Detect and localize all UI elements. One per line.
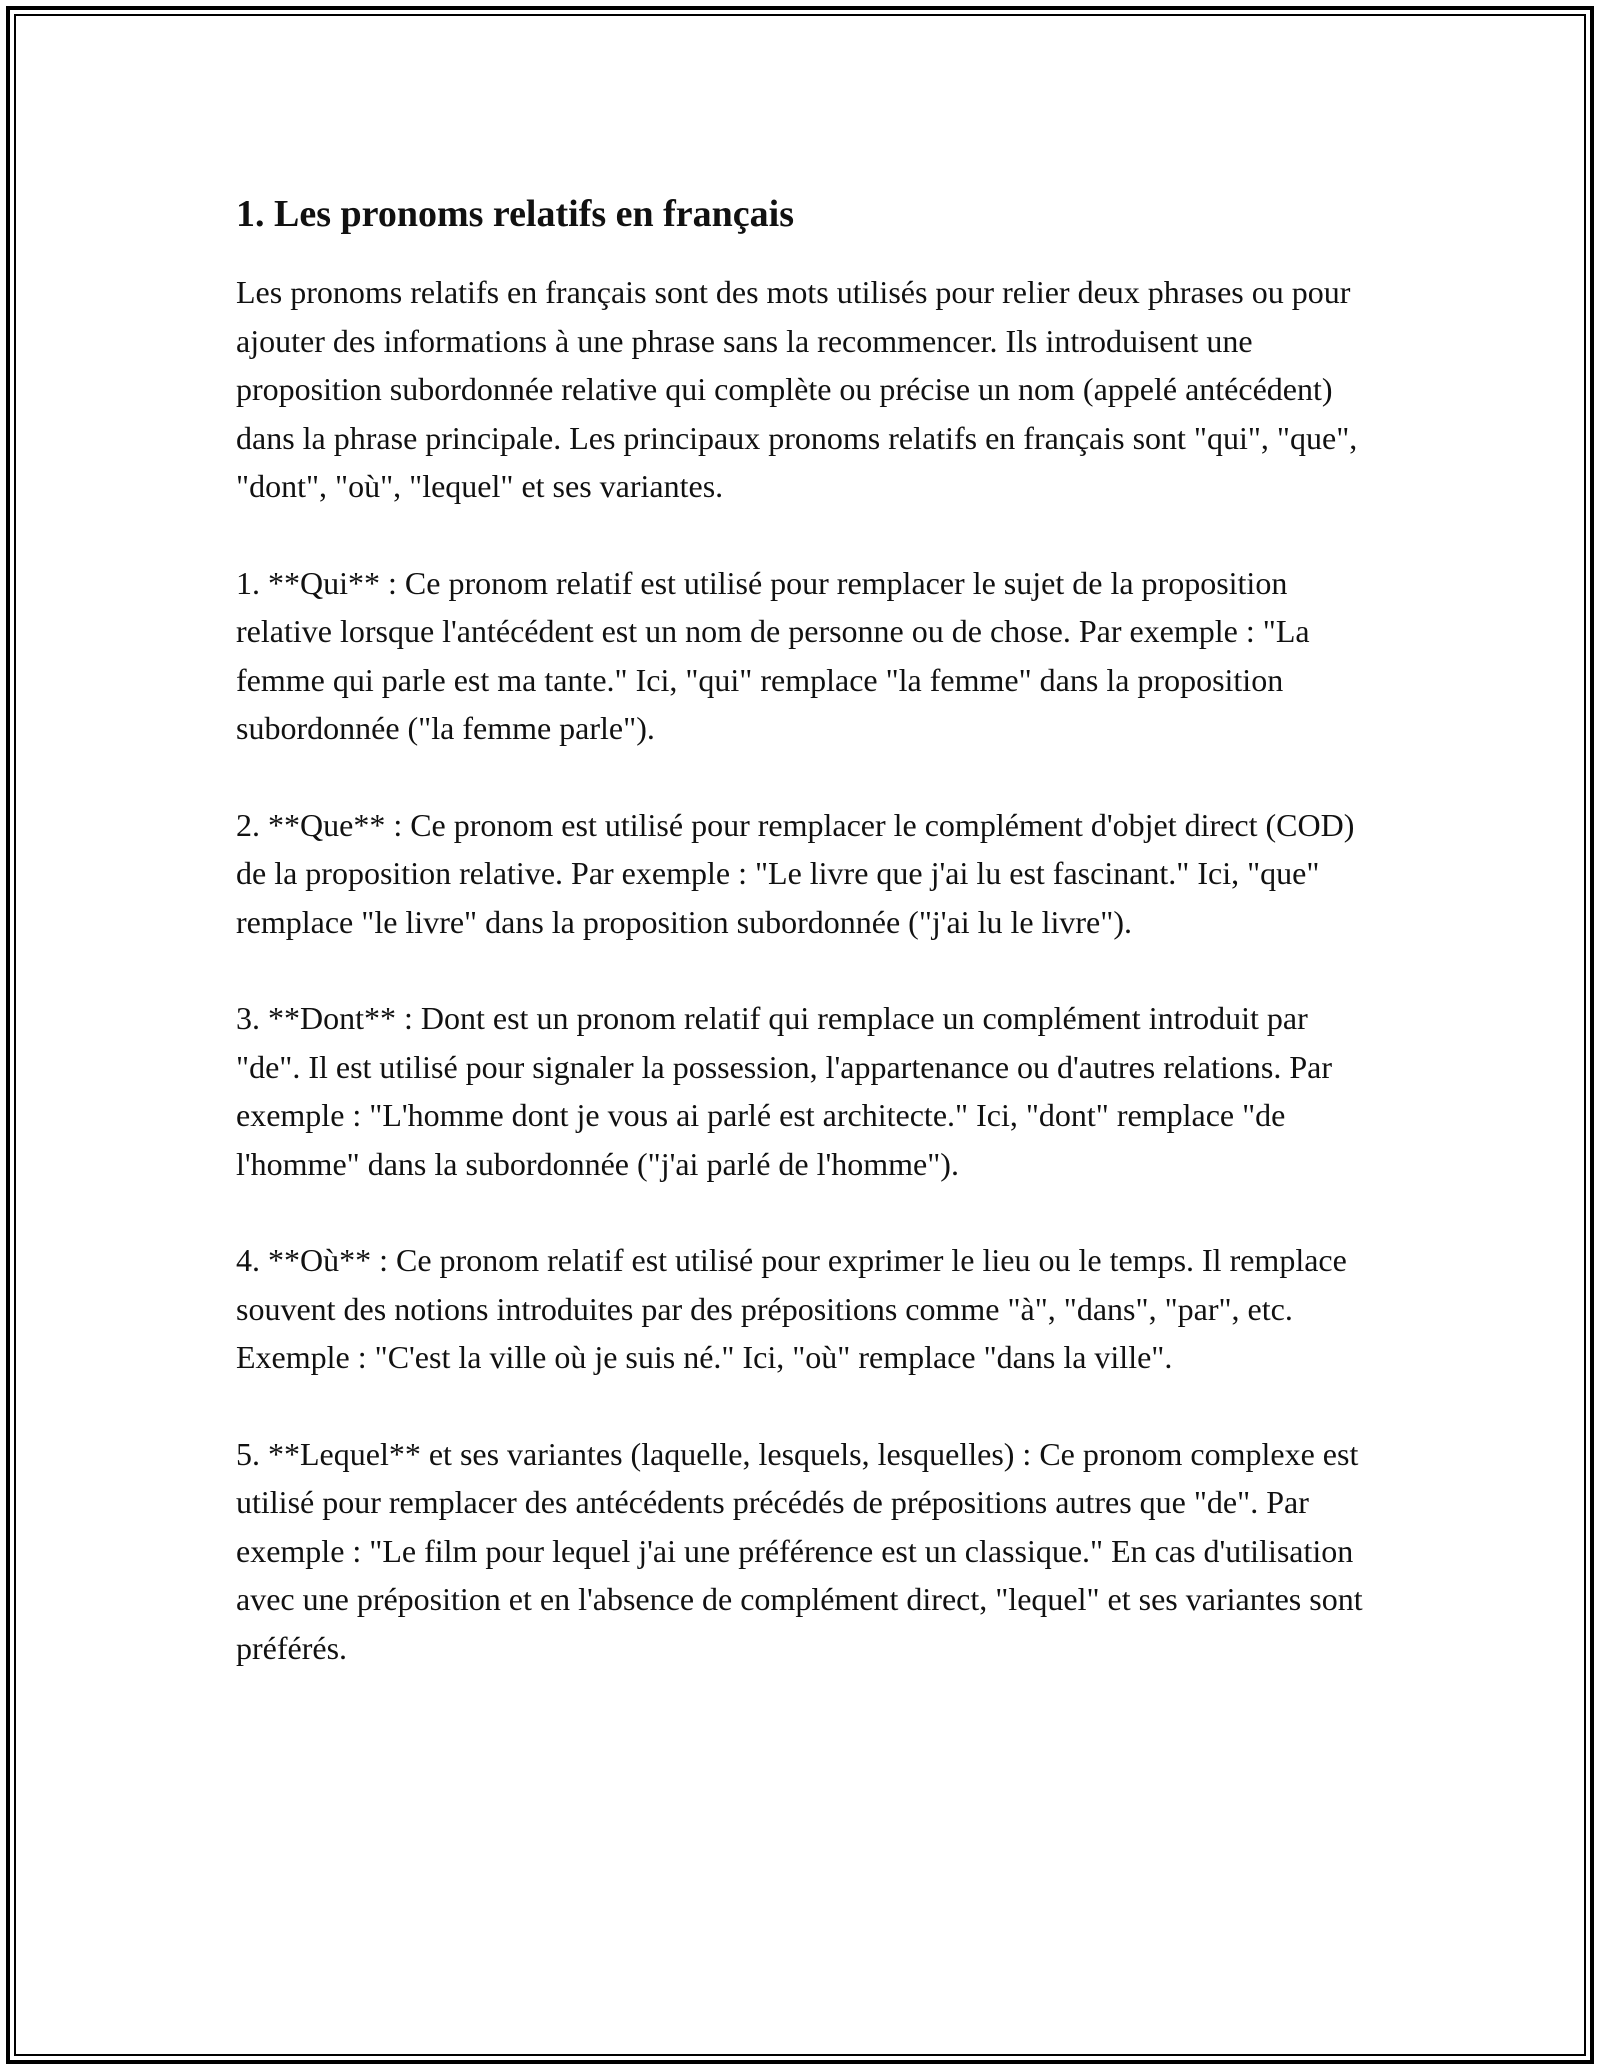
document-body — [236, 186, 1376, 1720]
paragraph-qui: 1. **Qui** : Ce pronom relatif est utilisé pour remplacer le sujet de la proposition relative lorsque l'antécédent est un nom de personne ou de chose. Par exemple : "La femme qui parle est ma tante." Ici, "qui" remplace "la femme" dans la proposition subordonnée ("la femme parle"). — [236, 564, 1310, 746]
paragraph-que: 2. **Que** : Ce pronom est utilisé pour remplacer le complément d'objet direct (COD) de la proposition relative. Par exemple : "Le livre que j'ai lu est fascinant." Ici, "que" remplace "le livre" dans la proposition subordonnée ("j'ai lu le livre"). — [236, 806, 1355, 940]
paragraph-ou: 4. **Où** : Ce pronom relatif est utilisé pour exprimer le lieu ou le temps. Il remplace souvent des notions introduites par des prépositions comme "à", "dans", "par", etc. Exemple : "C'est la ville où je suis né." Ici, "où" remplace "dans la ville". — [236, 1242, 1347, 1375]
paragraph-dont: 3. **Dont** : Dont est un pronom relatif qui remplace un complément introduit par "de". Il est utilisé pour signaler la possession, l'appartenance ou d'autres relations. Par exemple : "L'homme dont je vous ai parlé est architecte." Ici, "dont" remplace "de l'homme" dans la subordonnée ("j'ai parlé de l'homme"). — [236, 1000, 1333, 1182]
document-title: 1. Les pronoms relatifs en français — [236, 193, 795, 235]
intro-paragraph: Les pronoms relatifs en français sont des mots utilisés pour relier deux phrases ou pour ajouter des informations à une phrase sans la recommencer. Ils introduisent une proposition subordonnée relative qui complète ou précise un nom (appelé antécédent) dans la phrase principale. Les principaux pronoms relatifs en français sont "qui", "que", "dont", "où", "lequel" et ses variantes. — [236, 274, 1358, 504]
paragraph-lequel: 5. **Lequel** et ses variantes (laquelle, lesquels, lesquelles) : Ce pronom complexe est utilisé pour remplacer des antécédents précédés de prépositions autres que "de". Par exemple : "Le film pour lequel j'ai une préférence est un classique." En cas d'utilisation avec une préposition et en l'absence de complément direct, "lequel" et ses variantes sont préférés. — [236, 1435, 1363, 1666]
